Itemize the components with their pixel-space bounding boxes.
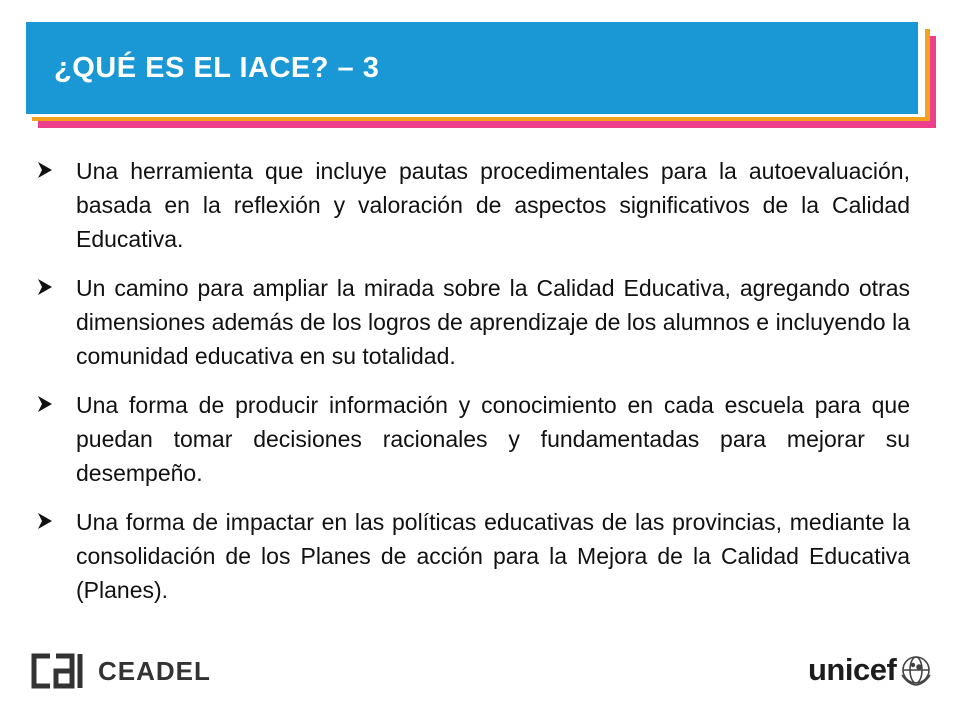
arrowhead-bullet-icon — [36, 271, 76, 302]
bullet-list — [36, 154, 910, 622]
bullet-item — [36, 271, 910, 373]
title-banner — [26, 22, 918, 114]
arrowhead-bullet-icon — [36, 154, 76, 185]
bullet-text: Una forma de impactar en las políticas educativas de las provincias, mediante la consolidación de los Planes de acción para la Mejora de la Calidad Educativa (Planes). — [76, 509, 910, 603]
bullet-text: Una forma de producir información y conocimiento en cada escuela para que puedan tomar decisiones racionales y fundamentadas para mejorar su desempeño. — [76, 392, 910, 486]
bullet-text: Una herramienta que incluye pautas procedimentales para la autoevaluación, basada en la reflexión y valoración de aspectos significativos de la Calidad Educativa. — [76, 158, 910, 252]
bullet-item — [36, 388, 910, 490]
bullet-text: Un camino para ampliar la mirada sobre la Calidad Educativa, agregando otras dimensiones además de los logros de aprendizaje de los alumnos e incluyendo la comunidad educativa en su totalidad. — [76, 275, 910, 369]
unicef-logo — [808, 652, 933, 688]
ceadel-logo — [28, 650, 211, 692]
unicef-logo-text: unicef — [808, 652, 897, 687]
ceadel-logo-text: CEADEL — [98, 655, 211, 686]
arrowhead-bullet-icon — [36, 505, 76, 536]
slide-title: ¿QUÉ ES EL IACE? – 3 — [54, 51, 380, 84]
bullet-item — [36, 154, 910, 256]
ceadel-mark-icon — [28, 650, 88, 692]
arrowhead-bullet-icon — [36, 388, 76, 419]
unicef-emblem-icon — [899, 653, 933, 687]
bullet-item — [36, 505, 910, 607]
